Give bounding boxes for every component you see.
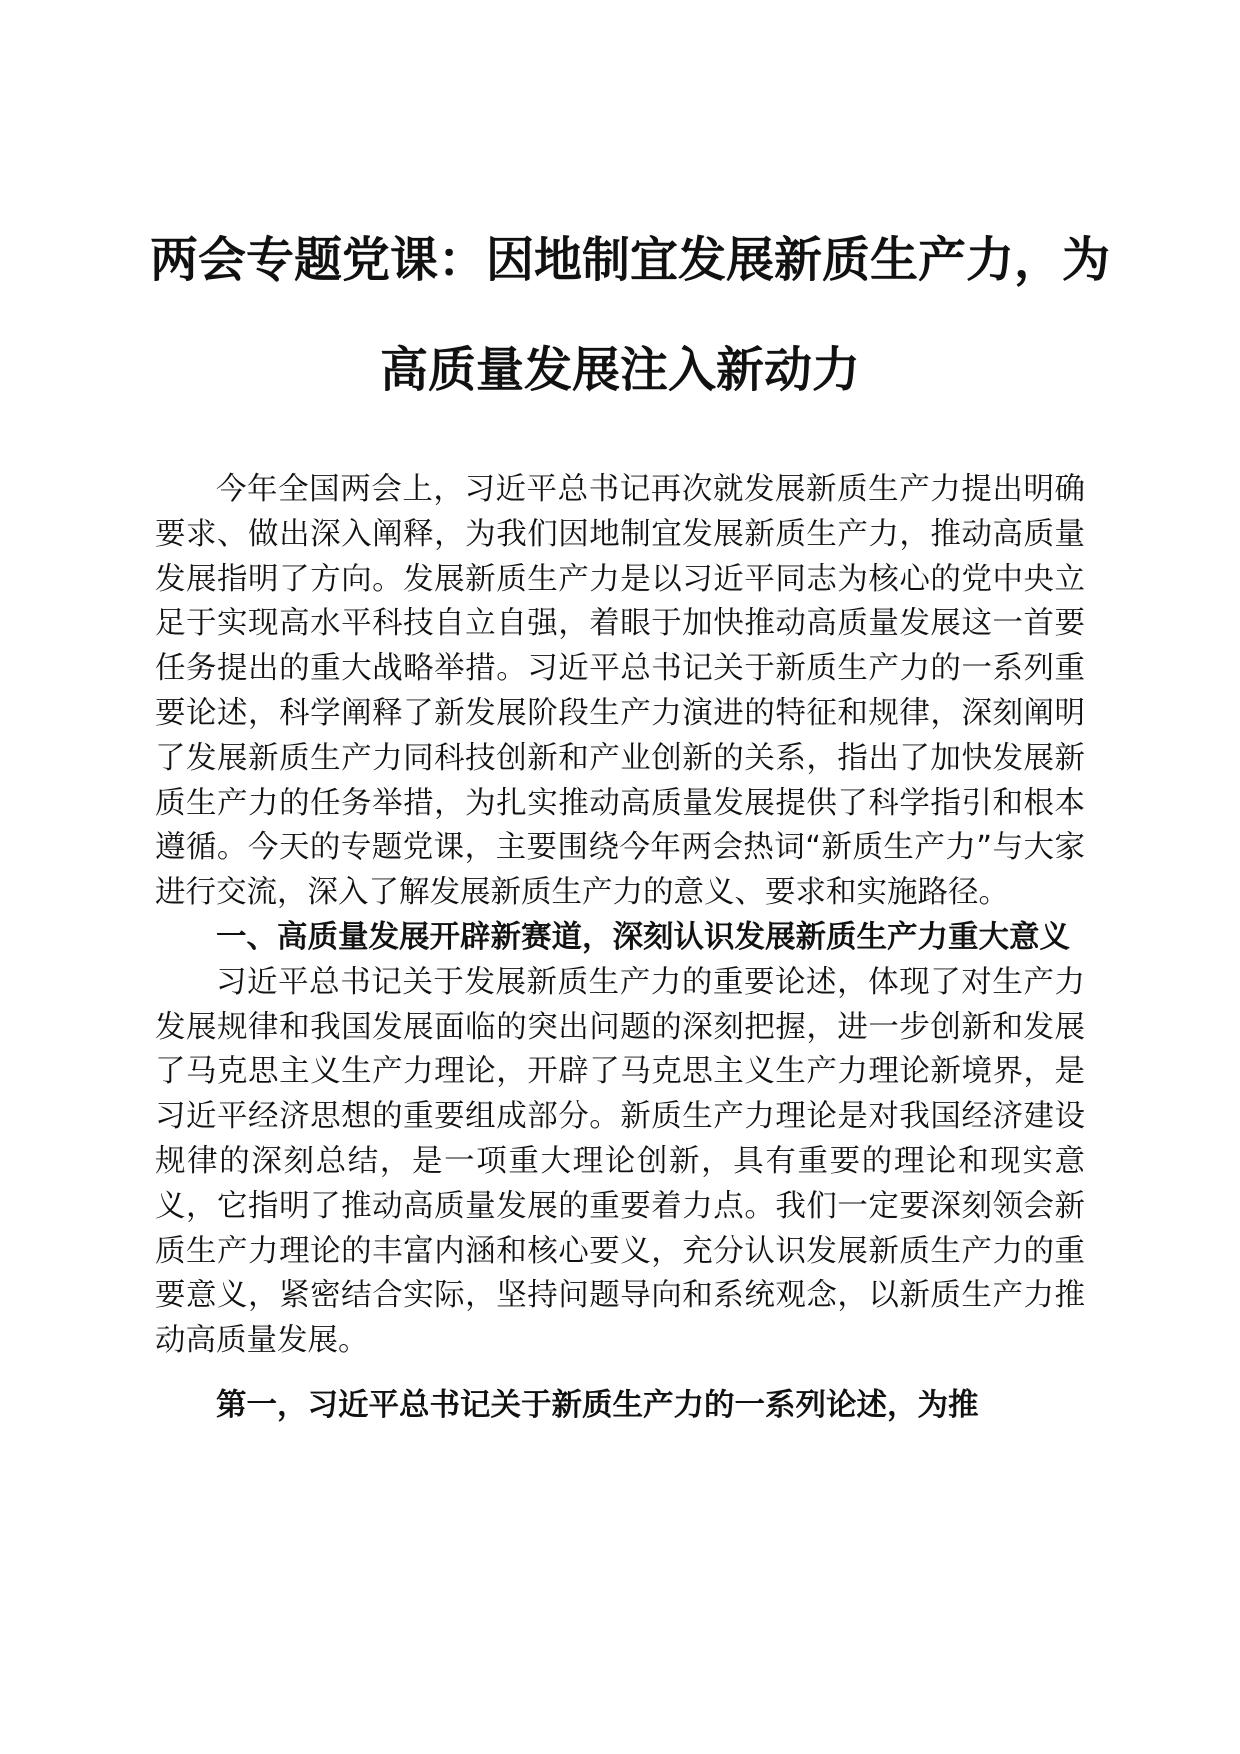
document-title-line-2: 高质量发展注入新动力 [379,342,860,398]
subsection-heading-1: 第一，习近平总书记关于新质生产力的一系列论述，为推 [216,1387,979,1423]
document-body [155,468,1085,1429]
section-1-paragraph: 习近平总书记关于发展新质生产力的重要论述，体现了对生产力发展规律和我国发展面临的突出问题的深刻把握，进一步创新和发展了马克思主义生产力理论，开辟了马克思主义生产力理论新境界，是习近平经济思想的重要组成部分。新质生产力理论是对我国经济建设规律的深刻总结，是一项重大理论创新，具有重要的理论和现实意义，它指明了推动高质量发展的重要着力点。我们一定要深刻领会新质生产力理论的丰富内涵和核心要义，充分认识发展新质生产力的重要意义，紧密结合实际，坚持问题导向和系统观念，以新质生产力推动高质量发展。 [155,964,1085,1359]
document-title-line-1: 两会专题党课：因地制宜发展新质生产力，为 [150,232,1111,288]
section-heading-1: 一、高质量发展开辟新赛道，深刻认识发展新质生产力重大意义 [216,919,1070,955]
intro-paragraph: 今年全国两会上，习近平总书记再次就发展新质生产力提出明确要求、做出深入阐释，为我们因地制宜发展新质生产力，推动高质量发展指明了方向。发展新质生产力是以习近平同志为核心的党中央立足于实现高水平科技自立自强，着眼于加快推动高质量发展这一首要任务提出的重大战略举措。习近平总书记关于新质生产力的一系列重要论述，科学阐释了新发展阶段生产力演进的特征和规律，深刻阐明了发展新质生产力同科技创新和产业创新的关系，指出了加快发展新质生产力的任务举措，为扎实推动高质量发展提供了科学指引和根本遵循。今天的专题党课，主要围绕今年两会热词“新质生产力”与大家进行交流，深入了解发展新质生产力的意义、要求和实施路径。 [155,472,1085,911]
